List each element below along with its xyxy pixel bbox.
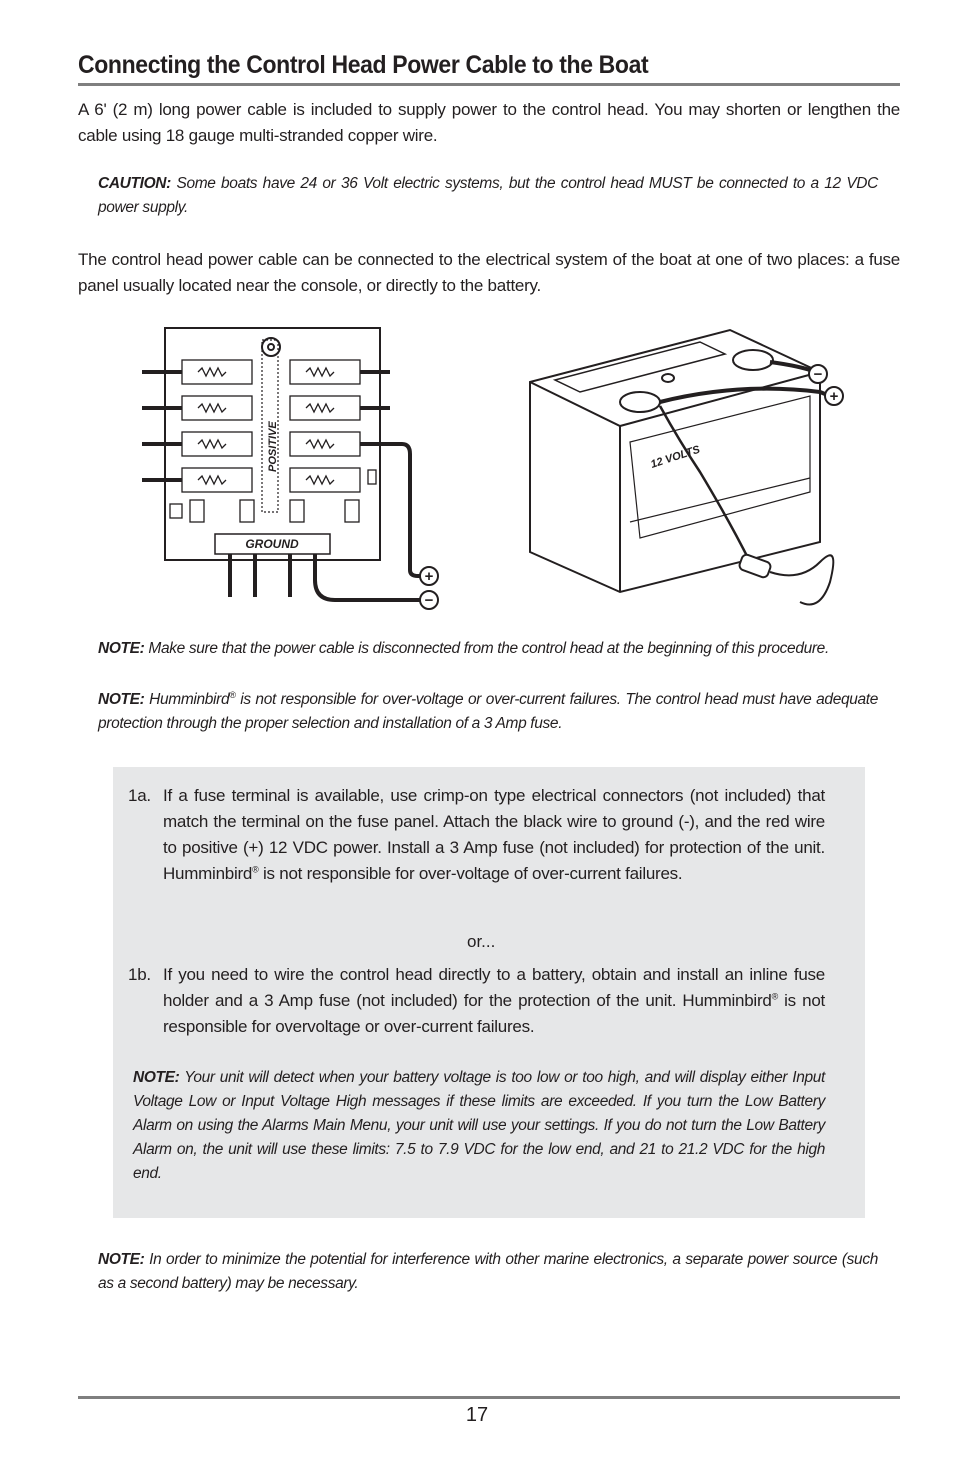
battery-voltage-label: 12 VOLTS <box>649 443 702 471</box>
note-label: NOTE: <box>98 691 145 708</box>
caution-text: Some boats have 24 or 36 Volt electric systems, but the control head MUST be connected to a 12 VDC power supply. <box>98 175 878 216</box>
step-number: 1a. <box>128 786 151 805</box>
battery-positive-post-icon <box>620 392 660 412</box>
step-1b <box>128 962 825 1040</box>
page-title: Connecting the Control Head Power Cable to the Boat <box>78 51 649 79</box>
battery-minus-symbol: − <box>813 366 823 383</box>
registered-mark: ® <box>771 991 778 1002</box>
note-label: NOTE: <box>133 1069 180 1086</box>
battery <box>530 330 833 605</box>
step-text <box>163 783 825 887</box>
note-label: NOTE: <box>98 1251 145 1268</box>
step-1a <box>128 783 825 887</box>
caution-note <box>98 172 878 220</box>
note-text: Humminbird <box>144 691 230 708</box>
note-text: Your unit will detect when your battery voltage is too low or too high, and will display either Input Voltage Low or Input Voltage High messages if these limits are exceeded. If you turn the Low Battery Alarm on using the Alarms Main Menu, your unit will use your settings. If you do not turn the Low Battery Alarm on, the unit will use these limits: 7.5 to 7.9 VDC for the low end, and 21 to 21.2 VDC for the high end. <box>133 1069 825 1182</box>
connection-paragraph: The control head power cable can be connected to the electrical system of the boat at one of two places: a fuse panel usually located near the console, or directly to the battery. <box>78 250 900 295</box>
or-separator: or... <box>467 932 496 951</box>
note-text: In order to minimize the potential for interference with other marine electronics, a separate power source (such as a second battery) may be necessary. <box>98 1251 878 1292</box>
note-disconnect <box>98 637 878 661</box>
note-responsibility <box>98 688 878 736</box>
step-text-part: is not responsible for over-voltage of over-current failures. <box>258 864 683 883</box>
step-text <box>163 962 825 1040</box>
fuse-plus-symbol: + <box>424 568 434 585</box>
note-voltage-limits <box>133 1066 825 1186</box>
left-wires <box>142 372 182 480</box>
title-divider <box>78 83 900 86</box>
step-text-part: If a fuse terminal is available, use crimp-on type electrical connectors (not included) that match the terminal on the fuse panel. Attach the black wire to ground (-), and the red wire to positive (+) 12 VDC power. Install a 3 Amp fuse (not included) for protection of the unit. Humminbird <box>163 786 825 883</box>
caution-label: CAUTION: <box>98 175 171 192</box>
registered-mark: ® <box>252 864 259 875</box>
step-number: 1b. <box>128 965 151 984</box>
ground-label: GROUND <box>245 537 299 551</box>
bus-stud-icon <box>262 338 280 356</box>
battery-plus-symbol: + <box>829 388 839 405</box>
note-interference <box>98 1248 878 1296</box>
step-text-part: If you need to wire the control head directly to a battery, obtain and install an inline fuse holder and a 3 Amp fuse (not included) for the protection of the unit. Humminbird <box>163 965 825 1010</box>
right-wires <box>360 372 432 576</box>
intro-paragraph: A 6' (2 m) long power cable is included to supply power to the control head. You may shorten or lengthen the cable using 18 gauge multi-stranded copper wire. <box>78 100 900 145</box>
inline-fuse-holder-icon <box>738 553 772 578</box>
fuse-minus-symbol: − <box>424 592 434 609</box>
step-text-part: is not responsible for overvoltage or over-current failures. <box>163 991 825 1036</box>
positive-label: POSITIVE <box>267 421 279 472</box>
page-number: 17 <box>465 1404 489 1426</box>
wiring-diagram-svg <box>140 322 860 622</box>
battery-negative-post-icon <box>733 350 773 370</box>
note-text: is not responsible for over-voltage or over-current failures. The control head must have adequate protection through the proper selection and installation of a 3 Amp fuse. <box>98 691 878 732</box>
wiring-illustration <box>140 322 860 622</box>
footer-divider <box>78 1396 900 1399</box>
note-label: NOTE: <box>98 640 145 657</box>
registered-mark: ® <box>229 689 236 700</box>
note-text: Make sure that the power cable is disconnected from the control head at the beginning of this procedure. <box>144 640 829 657</box>
